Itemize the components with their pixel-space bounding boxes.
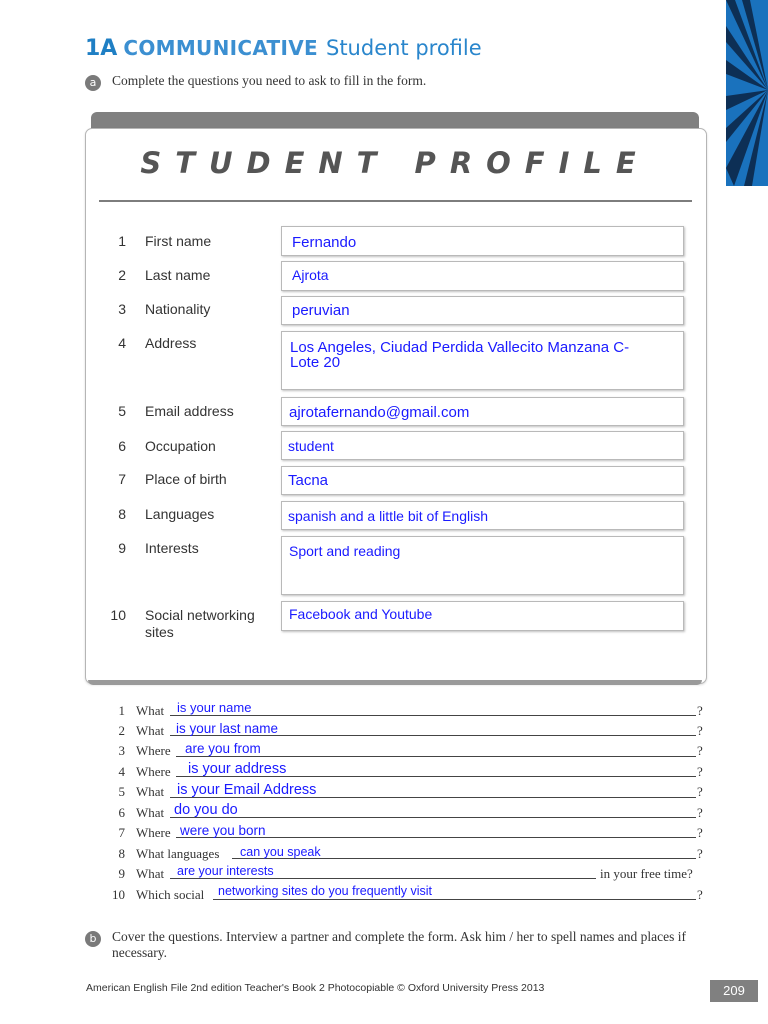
- question-number: 8: [118, 846, 125, 861]
- field-number: 4: [118, 335, 126, 351]
- field-value: Tacna: [288, 472, 329, 489]
- part-a-instruction: Complete the questions you need to ask to fill in the form.: [112, 73, 427, 88]
- field-number: 3: [118, 301, 126, 317]
- question-answer[interactable]: is your name: [177, 700, 252, 715]
- interests-field[interactable]: [281, 536, 684, 595]
- form-title: STUDENT PROFILE: [140, 146, 650, 180]
- question-end: ?: [697, 805, 703, 820]
- question-end: ?: [697, 764, 703, 779]
- question-number: 6: [118, 805, 125, 820]
- question-answer[interactable]: networking sites do you frequently visit: [218, 884, 432, 898]
- question-answer[interactable]: are your interests: [177, 864, 274, 878]
- email-address-field[interactable]: [281, 397, 684, 426]
- question-number: 4: [118, 764, 125, 779]
- field-number: 9: [118, 540, 126, 556]
- answer-line: [170, 878, 596, 879]
- field-value: Facebook and Youtube: [289, 606, 433, 622]
- lesson-code: 1A: [85, 36, 118, 61]
- field-label: Address: [145, 335, 197, 351]
- question-number: 3: [118, 743, 125, 758]
- address-field[interactable]: [281, 331, 684, 390]
- question-lead: What: [136, 784, 165, 799]
- field-label: Nationality: [145, 301, 211, 317]
- footer-copyright: American English File 2nd edition Teacher's Book 2 Photocopiable © Oxford University Press 2013: [86, 982, 545, 994]
- nationality-field[interactable]: [281, 296, 684, 325]
- question-end: ?: [697, 887, 703, 902]
- title-divider: [99, 200, 692, 202]
- question-lead: Where: [136, 764, 171, 779]
- question-number: 1: [118, 703, 125, 718]
- lesson-kind: COMMUNICATIVE: [123, 36, 318, 60]
- answer-line: [176, 756, 696, 757]
- languages-field[interactable]: [281, 501, 684, 530]
- field-value: Fernando: [292, 234, 357, 251]
- question-answer[interactable]: were you born: [180, 823, 266, 838]
- field-value: student: [288, 438, 334, 454]
- field-value: Los Angeles, Ciudad Perdida Vallecito Manzana C-Lote 20: [290, 339, 630, 371]
- answer-line: [170, 715, 696, 716]
- field-value: peruvian: [292, 302, 350, 319]
- question-end: ?: [697, 846, 703, 861]
- question-end: in your free time?: [600, 866, 693, 881]
- page-title: Student profile: [325, 36, 482, 60]
- part-a-badge: a: [85, 75, 101, 91]
- first-name-field[interactable]: [281, 226, 684, 256]
- answer-line: [170, 817, 696, 818]
- social-networking-sites-field[interactable]: [281, 601, 684, 631]
- field-label: Place of birth: [145, 471, 227, 487]
- field-label: Email address: [145, 403, 234, 419]
- question-answer[interactable]: is your last name: [176, 721, 279, 736]
- question-lead: What: [136, 805, 165, 820]
- question-end: ?: [697, 723, 703, 738]
- occupation-field[interactable]: [281, 431, 684, 460]
- question-number: 9: [118, 866, 125, 881]
- question-lead: Where: [136, 743, 171, 758]
- field-value: Sport and reading: [289, 543, 401, 559]
- question-number: 2: [118, 723, 125, 738]
- field-label: Interests: [145, 540, 199, 556]
- field-number: 7: [118, 471, 126, 487]
- form-card-edge: [88, 680, 702, 685]
- field-label: Occupation: [145, 438, 216, 454]
- field-number: 1: [118, 233, 126, 249]
- question-lead: Where: [136, 825, 171, 840]
- question-end: ?: [697, 703, 703, 718]
- question-end: ?: [697, 825, 703, 840]
- question-lead: What: [136, 866, 165, 881]
- field-number: 5: [118, 403, 126, 419]
- last-name-field[interactable]: [281, 261, 684, 291]
- question-number: 5: [118, 784, 125, 799]
- question-answer[interactable]: do you do: [174, 802, 238, 818]
- field-value: Ajrota: [292, 267, 329, 283]
- question-answer[interactable]: is your Email Address: [177, 782, 317, 798]
- field-number: 8: [118, 506, 126, 522]
- part-b-instruction: Cover the questions. Interview a partner and complete the form. Ask him / her to spell names and places if necessary.: [112, 929, 686, 960]
- place-of-birth-field[interactable]: [281, 466, 684, 495]
- sunburst-decoration: [726, 0, 768, 186]
- field-number: 6: [118, 438, 126, 454]
- field-label: Last name: [145, 267, 211, 283]
- question-answer[interactable]: can you speak: [240, 845, 321, 859]
- question-answer[interactable]: are you from: [185, 741, 261, 756]
- field-label: Social networking sites: [145, 607, 255, 640]
- question-end: ?: [697, 784, 703, 799]
- question-end: ?: [697, 743, 703, 758]
- field-number: 2: [118, 267, 126, 283]
- question-lead: Which social: [136, 887, 205, 902]
- page-header: [85, 36, 482, 61]
- question-answer[interactable]: is your address: [188, 761, 287, 777]
- field-value: spanish and a little bit of English: [288, 508, 489, 524]
- field-number: 10: [110, 607, 126, 623]
- page-number: 209: [710, 980, 758, 1002]
- question-number: 7: [118, 825, 125, 840]
- field-label: Languages: [145, 506, 215, 522]
- question-lead: What: [136, 703, 165, 718]
- question-lead: What: [136, 723, 165, 738]
- field-value: ajrotafernando@gmail.com: [289, 404, 470, 421]
- part-b-badge: b: [85, 931, 101, 947]
- field-label: First name: [145, 233, 212, 249]
- question-number: 10: [112, 887, 125, 902]
- answer-line: [213, 899, 696, 900]
- question-lead: What languages: [136, 846, 220, 861]
